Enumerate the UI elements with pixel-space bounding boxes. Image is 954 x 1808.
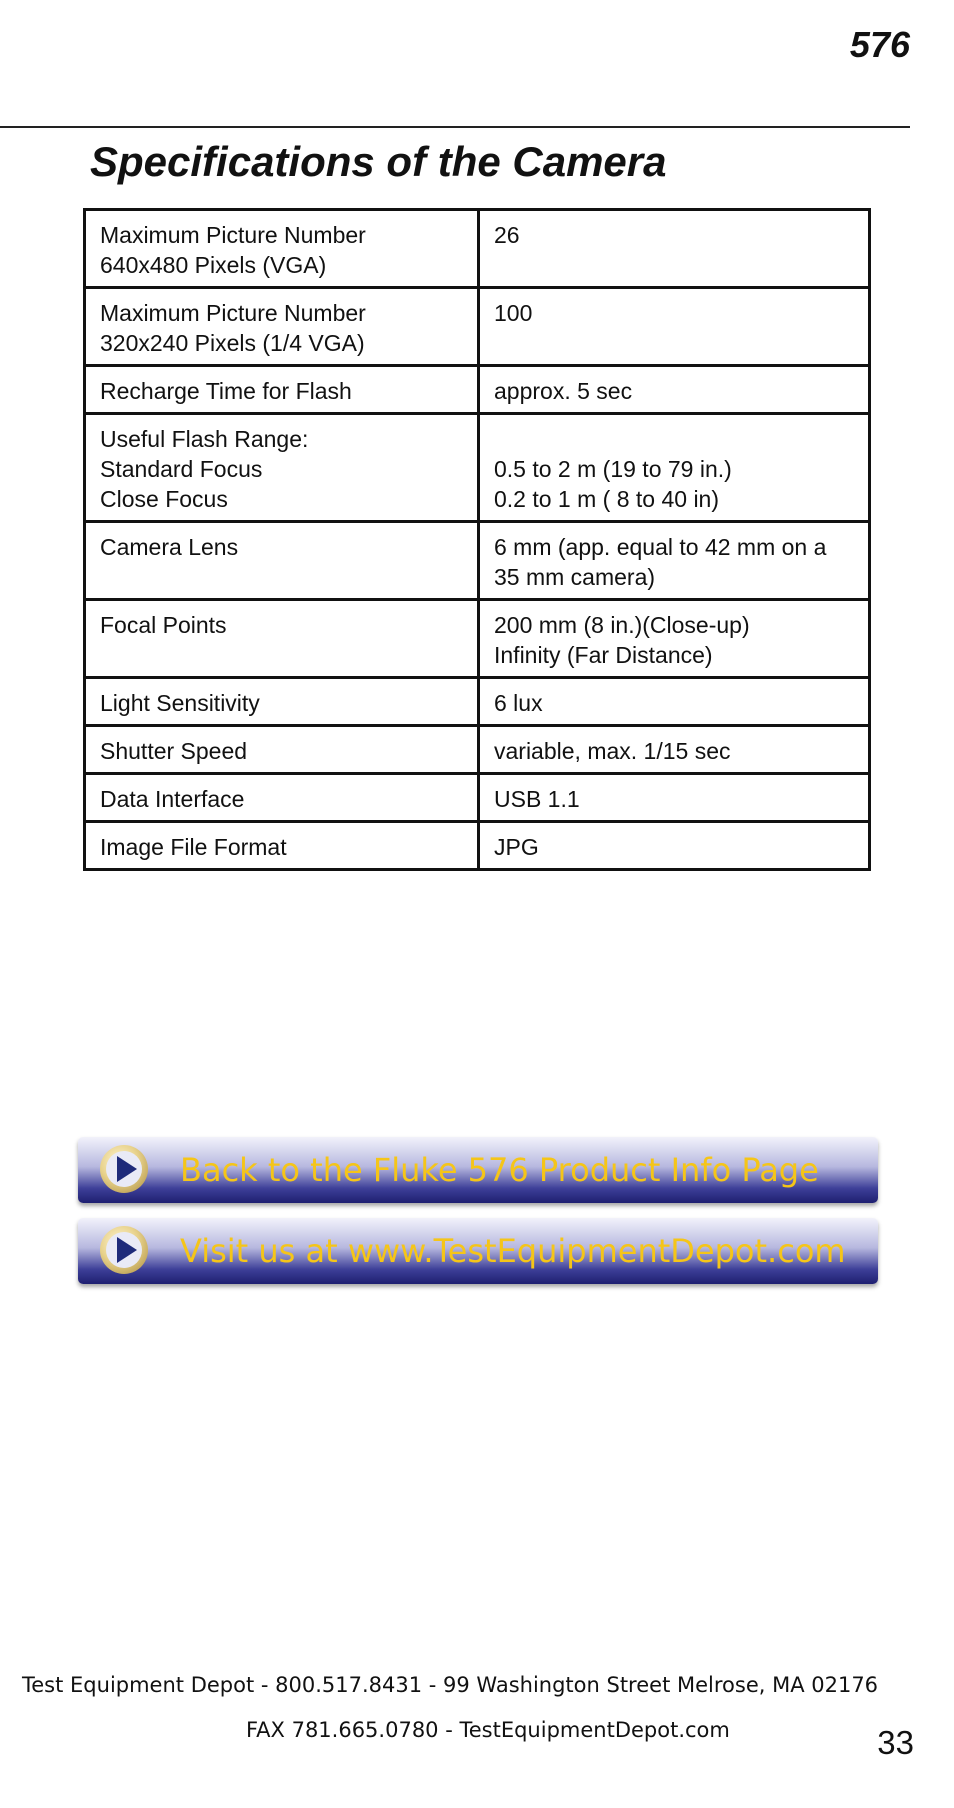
table-row xyxy=(85,288,870,366)
back-to-product-button[interactable] xyxy=(78,1137,878,1203)
specs-table xyxy=(83,208,871,871)
spec-label: Camera Lens xyxy=(85,522,479,600)
table-row xyxy=(85,522,870,600)
spec-value: 6 lux xyxy=(479,678,870,726)
spec-label: Focal Points xyxy=(85,600,479,678)
spec-label: Data Interface xyxy=(85,774,479,822)
spec-value: USB 1.1 xyxy=(479,774,870,822)
table-row xyxy=(85,678,870,726)
back-to-product-label: Back to the Fluke 576 Product Info Page xyxy=(180,1151,819,1189)
spec-value: variable, max. 1/15 sec xyxy=(479,726,870,774)
table-row xyxy=(85,414,870,522)
table-row xyxy=(85,210,870,288)
page-title: Specifications of the Camera xyxy=(90,138,667,185)
spec-value: 100 xyxy=(479,288,870,366)
page-number: 33 xyxy=(877,1724,914,1761)
spec-value: 6 mm (app. equal to 42 mm on a 35 mm camera) xyxy=(479,522,870,600)
spec-label: Shutter Speed xyxy=(85,726,479,774)
play-icon xyxy=(100,1226,148,1274)
spec-label: Maximum Picture Number 320x240 Pixels (1/4 VGA) xyxy=(85,288,479,366)
model-number: 576 xyxy=(849,24,910,65)
spec-value: JPG xyxy=(479,822,870,870)
table-row xyxy=(85,726,870,774)
table-row xyxy=(85,366,870,414)
spec-label: Recharge Time for Flash xyxy=(85,366,479,414)
spec-label: Maximum Picture Number 640x480 Pixels (VGA) xyxy=(85,210,479,288)
header-divider xyxy=(0,126,910,128)
play-icon xyxy=(100,1145,148,1193)
spec-value: 26 xyxy=(479,210,870,288)
visit-website-label: Visit us at www.TestEquipmentDepot.com xyxy=(180,1232,846,1270)
table-row xyxy=(85,822,870,870)
table-row xyxy=(85,600,870,678)
footer-fax: FAX 781.665.0780 - TestEquipmentDepot.com xyxy=(246,1718,730,1742)
table-row xyxy=(85,774,870,822)
spec-value: 200 mm (8 in.)(Close-up) Infinity (Far Distance) xyxy=(479,600,870,678)
visit-website-button[interactable] xyxy=(78,1218,878,1284)
spec-value: 0.5 to 2 m (19 to 79 in.) 0.2 to 1 m ( 8 to 40 in) xyxy=(479,414,870,522)
spec-label: Light Sensitivity xyxy=(85,678,479,726)
spec-label: Useful Flash Range: Standard Focus Close Focus xyxy=(85,414,479,522)
spec-value: approx. 5 sec xyxy=(479,366,870,414)
spec-label: Image File Format xyxy=(85,822,479,870)
footer-address: Test Equipment Depot - 800.517.8431 - 99 Washington Street Melrose, MA 02176 xyxy=(22,1673,879,1697)
